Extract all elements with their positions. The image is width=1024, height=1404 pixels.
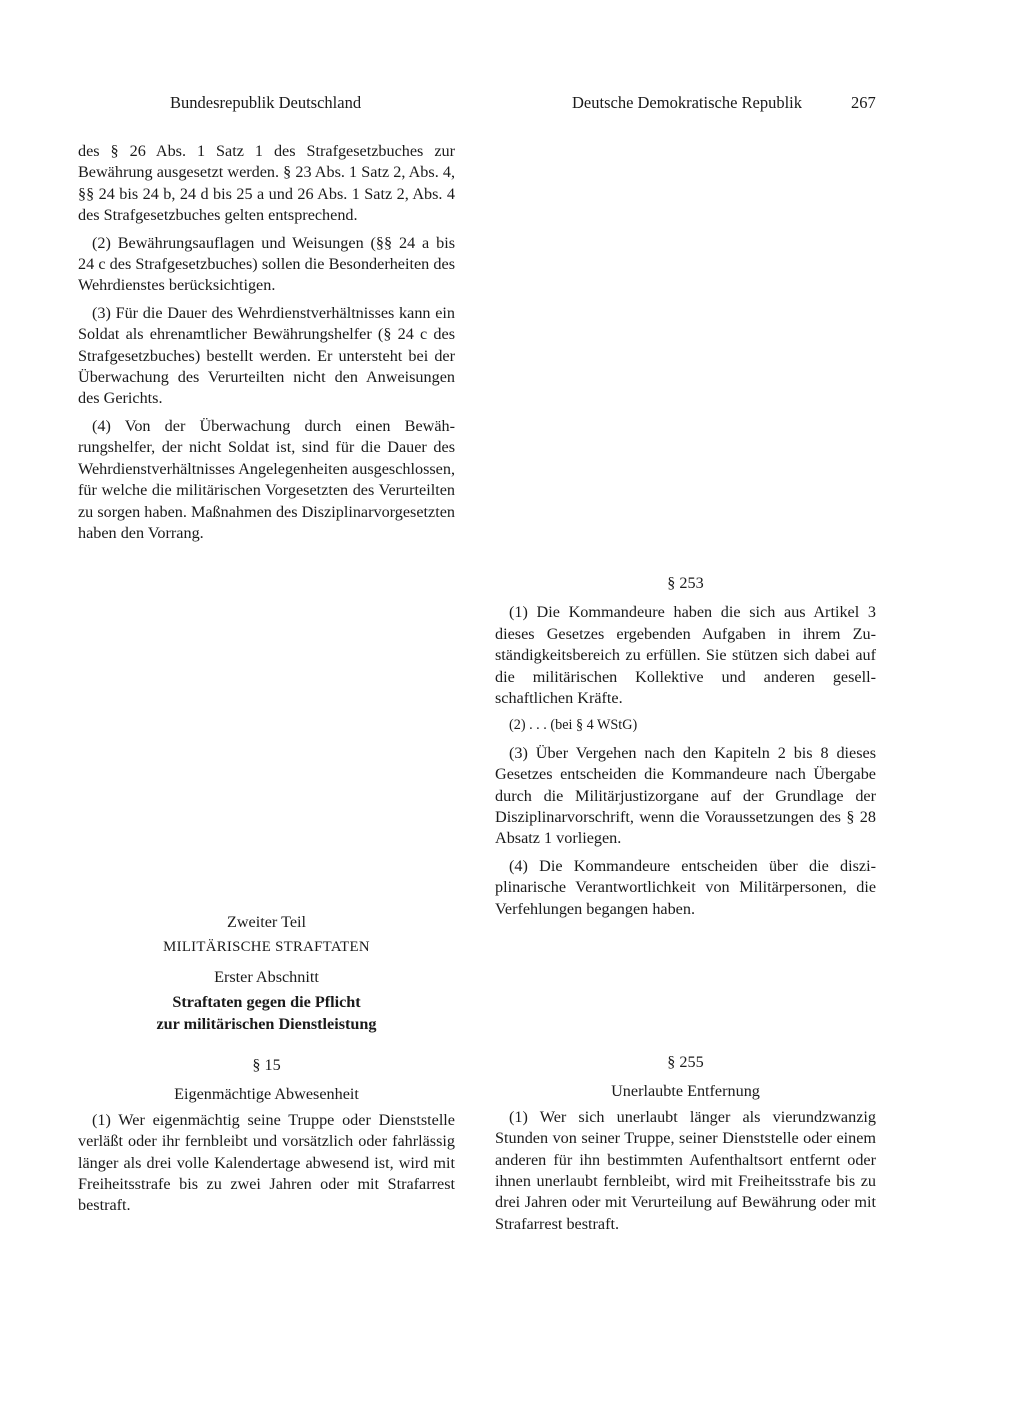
right-column-section-255	[495, 1052, 876, 1241]
chapter-title-line-1: Straftaten gegen die Pflicht	[172, 993, 361, 1012]
paragraph-253-2: (2) . . . (bei § 4 WStG)	[509, 717, 638, 734]
paragraph-253-4: (4) Die Kommandeure entscheiden über die disziplinarische Verantwortlichkeit von Militärpersonen, die Verfehlungen begangen haben.	[495, 856, 876, 918]
section-title-15: Eigenmächtige Abwesenheit	[174, 1085, 359, 1104]
chapter-title-line-2: zur militärischen Dienstleistung	[156, 1014, 377, 1033]
paragraph-2: (2) Bewährungsauflagen und Weisungen (§§ 24 a bis 24 c des Strafgesetzbuches) sollen die Besonderheiten des Wehrdienstes berücksichtigen.	[78, 233, 455, 295]
right-column-section-253	[495, 573, 876, 926]
part-heading: Zweiter Teil	[226, 913, 307, 931]
paragraph-253-1: (1) Die Kommandeure haben die sich aus Artikel 3 dieses Gesetzes ergebenden Aufgaben in ihrem Zuständigkeitsbereich zu erfüllen. Sie stützen sich dabei auf die militärischen Kollektive und anderen gesellschaftlichen Kräfte.	[495, 603, 876, 708]
left-column-bottom	[78, 912, 455, 1223]
paragraph-4: (4) Von der Überwachung durch einen Bewährungshelfer, der nicht Soldat ist, sind für die Dauer des Wehrdienstverhältnisses Angelegenheiten ausgeschlossen, für welche die militärischen Vorgesetzten des Verurteilten zu sorgen haben. Maßnahmen des Disziplinarvorgesetzten haben den Vorrang.	[78, 416, 455, 542]
section-heading-15: § 15	[252, 1056, 281, 1075]
paragraph-255-1: (1) Wer sich unerlaubt länger als vierundzwanzig Stunden von seiner Truppe, seiner Dienststelle oder einem anderen für ihn bestimmten Aufenthaltsort entfernt oder ihnen unerlaubt fernbleibt, wird mit Freiheitsstrafe bis zu drei Jahren oder mit Verurteilung auf Bewährung oder mit Strafarrest bestraft.	[495, 1107, 876, 1233]
paragraph-3: (3) Für die Dauer des Wehrdienstverhältnisses kann ein Soldat als ehrenamtlicher Bewährungshelfer (§ 24 c des Strafgesetzbuches) bestellt werden. Er untersteht bei der Überwachung des Verurteilten nicht den Anweisungen des Gerichts.	[78, 303, 455, 408]
page-number: 267	[851, 93, 876, 112]
left-column-top	[78, 141, 455, 550]
section-heading-253: § 253	[667, 574, 704, 592]
chapter-heading: Erster Abschnitt	[214, 967, 319, 986]
paragraph-continuation: des § 26 Abs. 1 Satz 1 des Strafgesetzbuches zur Bewährung ausgesetzt werden. § 23 Abs. 1 Satz 2, Abs. 4, §§ 24 bis 24 b, 24 d bis 25 a und 26 Abs. 1 Satz 2, Abs. 4 des Strafgesetzbuches gelten entsprechend.	[78, 142, 455, 225]
section-title-255: Unerlaubte Entfernung	[611, 1082, 760, 1101]
running-head-right: Deutsche Demokratische Republik	[572, 93, 803, 112]
paragraph-15-1: (1) Wer eigenmächtig seine Truppe oder Dienststelle verläßt oder ihr fernbleibt und vorsätzlich oder fahrlässig länger als drei volle Kalendertage abwesend ist, wird mit Freiheitsstrafe bis zu zwei Jahren oder mit Strafarrest bestraft.	[78, 1110, 455, 1215]
paragraph-253-3: (3) Über Vergehen nach den Kapiteln 2 bis 8 dieses Gesetzes entscheiden die Kommandeure nach Übergabe durch die Militärjustizorgane auf der Grundlage der Disziplinarvorschrift, wenn die Voraussetzungen des § 28 Absatz 1 vorliegen.	[495, 743, 876, 848]
section-heading-255: § 255	[667, 1053, 704, 1071]
part-heading-block	[78, 912, 455, 1106]
part-title: MILITÄRISCHE STRAFTATEN	[163, 939, 370, 956]
running-head-left: Bundesrepublik Deutschland	[170, 93, 362, 112]
